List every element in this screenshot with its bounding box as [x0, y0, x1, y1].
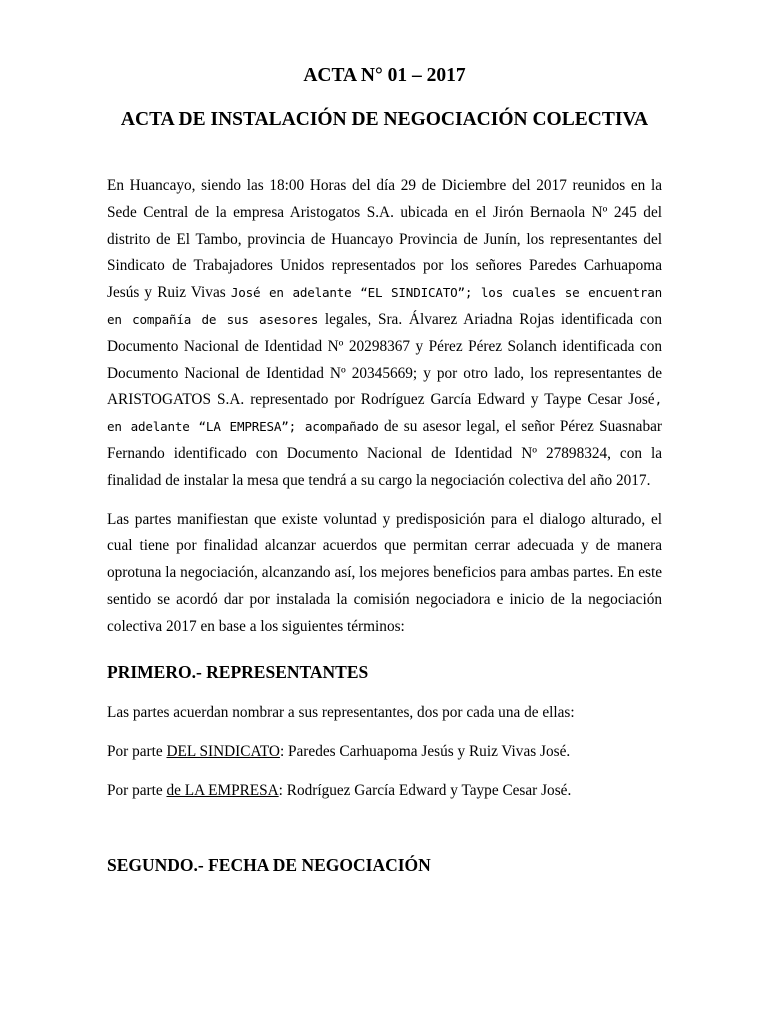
representatives-intro: Las partes acuerdan nombrar a sus representantes, dos por cada una de ellas:	[107, 703, 575, 721]
section-heading-segundo: SEGUNDO.- FECHA DE NEGOCIACIÓN	[107, 854, 431, 875]
document-main-title: ACTA DE INSTALACIÓN DE NEGOCIACIÓN COLECTIVA	[120, 109, 649, 130]
intro-paragraph-text-1: En Huancayo, siendo las 18:00 Horas del día 29 de Diciembre del 2017 reunidos en la Sede Central de la empresa Aristogatos S.A. ubicada en el Jirón Bernaola Nº 245 del distrito de El Tambo, provincia de Huancayo Provincia de Junín, los representantes del Sindicato de Trabajadores Unidos representados por los señores Paredes Carhuapoma Jesús y Ruiz Vivas	[107, 177, 662, 302]
empresa-line-names: : Rodríguez García Edward y Taype Cesar José.	[278, 781, 572, 799]
sindicato-party-label: DEL SINDICATO	[166, 742, 280, 760]
intro-paragraph-text-2: José en adelante “EL SINDICATO”; los cuales se encuentran en compañía de sus asesores	[107, 285, 662, 327]
empresa-party-label: de LA EMPRESA	[166, 781, 279, 799]
intro-paragraph-text-5: de su asesor legal, el señor Pérez Suasnabar Fernando identificado con Documento Nacional de Identidad Nº 27898324, con la finalidad de instalar la mesa que tendrá a su cargo la negociación colectiva del año 2017.	[107, 418, 662, 489]
intro-paragraph-text-4: , en adelante “LA EMPRESA”; acompañado	[107, 392, 662, 435]
representatives-sindicato-line	[107, 741, 662, 763]
empresa-line-prefix: Por parte	[107, 781, 167, 799]
sindicato-line-prefix: Por parte	[107, 742, 167, 760]
representatives-empresa-line	[107, 780, 662, 802]
section-heading-primero: PRIMERO.- REPRESENTANTES	[107, 661, 369, 682]
intro-paragraph-text-3: legales, Sra. Álvarez Ariadna Rojas identificada con Documento Nacional de Identidad Nº 20298367 y Pérez Pérez Solanch identificada con Documento Nacional de Identidad Nº 20345669; y por otro lado, los representantes de ARISTOGATOS S.A. representado por Rodríguez García Edward y Taype Cesar José	[107, 310, 662, 409]
agreement-paragraph: Las partes manifiestan que existe voluntad y predisposición para el dialogo alturado, el cual tiene por finalidad alcanzar acuerdos que permitan cerrar adecuada y de manera oprotuna la negociación, alcanzando así, los mejores beneficios para ambas partes. En este sentido se acordó dar por instalada la comisión negociadora e inicio de la negociación colectiva 2017 en base a los siguientes términos:	[107, 510, 662, 635]
document-number-title: ACTA N° 01 – 2017	[303, 65, 466, 86]
sindicato-line-names: : Paredes Carhuapoma Jesús y Ruiz Vivas José.	[279, 742, 571, 760]
intro-paragraph	[107, 173, 662, 495]
